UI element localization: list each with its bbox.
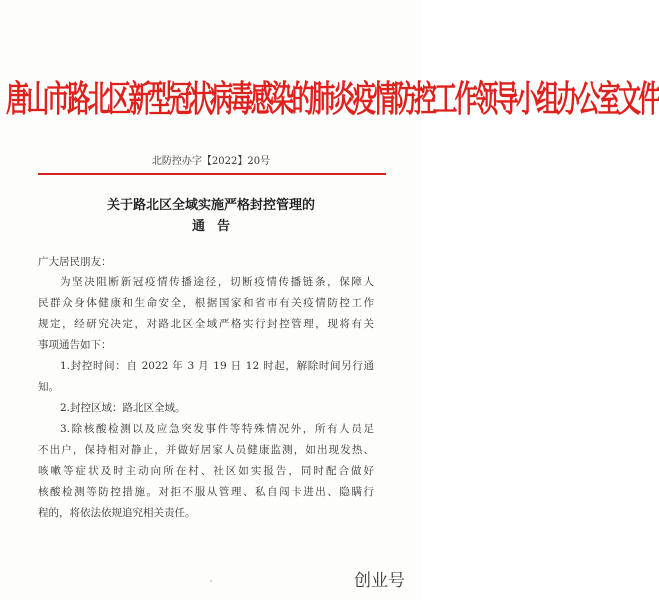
- salutation: 广大居民朋友：: [38, 256, 112, 268]
- watermark: 创业号: [354, 571, 405, 591]
- notice-title-line-1: 关于路北区全域实施严格封控管理的: [106, 198, 315, 213]
- body-line-1: 为坚决阻断新冠疫情传播途径，切断疫情传播链条，保障人: [60, 276, 374, 288]
- item-3-line-3: 咳嗽等症状及时主动向所在村、社区如实报告，同时配合做好: [38, 465, 374, 477]
- red-header-title: 唐山市路北区新型冠状病毒感染的肺炎疫情防控工作领导小组办公室文件: [6, 79, 659, 121]
- document-number: 北防控办字【2022】20号: [151, 156, 271, 167]
- body-line-2: 民群众身体健康和生命安全，根据国家和省市有关疫情防控工作: [38, 297, 374, 309]
- item-3-line-4: 核酸检测等防控措施。对拒不服从管理、私自闯卡进出、隐瞒行: [38, 486, 374, 498]
- scan-speck: [210, 580, 212, 582]
- item-2-line: 2.封控区域：路北区全域。: [60, 402, 186, 414]
- item-3-line-2: 不出户，保持相对静止，并做好居家人员健康监测，如出现发热、: [38, 444, 374, 456]
- item-3-line-1: 3.除核酸检测以及应急突发事件等特殊情况外，所有人员足: [60, 423, 374, 435]
- body-line-4: 事项通告如下：: [38, 339, 112, 351]
- item-1-line-1: 1.封控时间：自 2022 年 3 月 19 日 12 时起，解除时间另行通: [60, 360, 374, 372]
- item-3-line-5: 程的，将依法依规追究相关责任。: [38, 507, 196, 519]
- notice-title-line-2: 通告: [191, 219, 242, 234]
- red-divider-line: [38, 173, 386, 175]
- item-1-line-2: 知。: [38, 381, 59, 393]
- body-line-3: 规定，经研究决定，对路北区全域严格实行封控管理，现将有关: [38, 318, 374, 330]
